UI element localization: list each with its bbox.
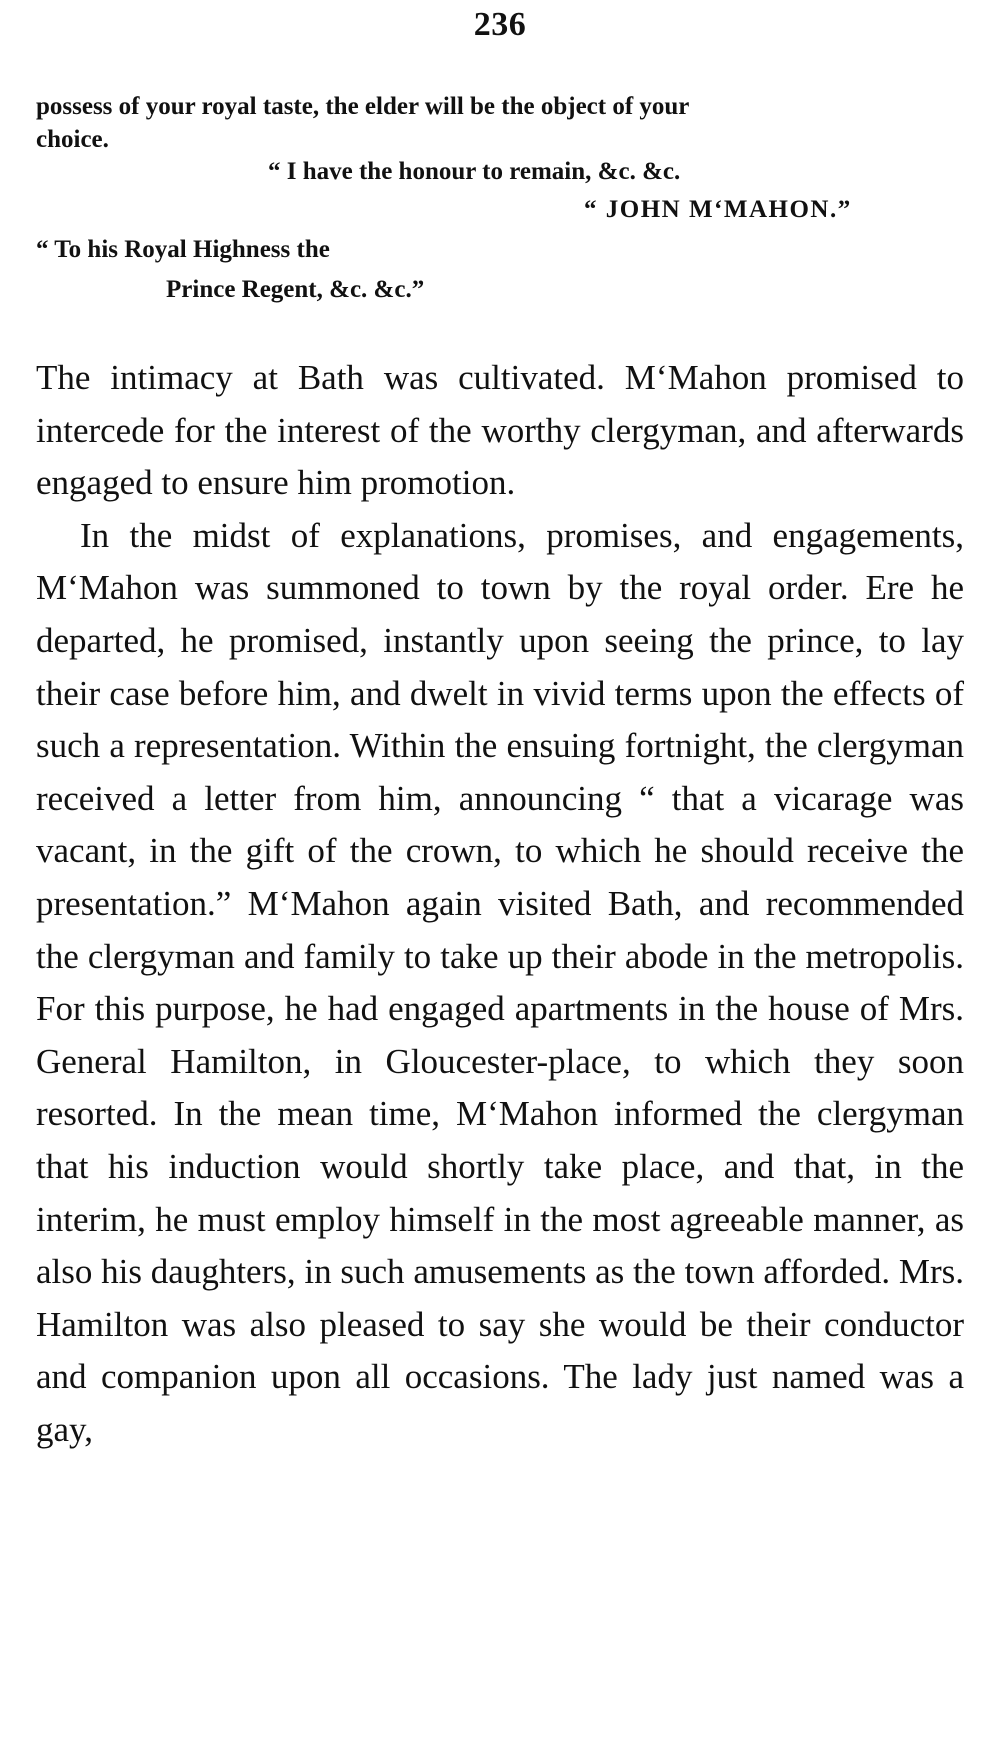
page-number: 236 — [473, 6, 527, 43]
letter-closing: “ I have the honour to remain, &c. &c. — [268, 158, 681, 185]
paragraph: The intimacy at Bath was cultivated. M‘Mahon promised to intercede for the interest of the worthy clergyman, and afterwards engaged to ensure him promotion. — [36, 358, 964, 503]
letter-excerpt — [36, 90, 960, 156]
letter-text-line: possess of your royal taste, the elder will be the object of your — [36, 93, 690, 120]
paragraph: In the midst of explanations, promises, and engagements, M‘Mahon was summoned to town by the royal order. Ere he departed, he promised, instantly upon seeing the prince, to lay their case before him, and dwelt in vivid terms upon the effects of such a representation. Within the ensuing fortnight, the clergyman received a letter from him, announcing “ that a vicarage was vacant, in the gift of the crown, to which he should receive the presentation.” M‘Mahon again visited Bath, and recommended the clergyman and family to take up their abode in the metropolis. For this purpose, he had engaged apartments in the house of Mrs. General Hamilton, in Gloucester-place, to which they soon resorted. In the mean time, M‘Mahon informed the clergyman that his induction would shortly take place, and that, in the interim, he must employ himself in the most agreeable manner, as also his daughters, in such amusements as the town afforded. Mrs. Hamilton was also pleased to say she would be their conductor and companion upon all occasions. The lady just named was a gay, — [36, 515, 964, 1449]
letter-text-line: choice. — [36, 126, 109, 153]
letter-signature: “ JOHN M‘MAHON.” — [584, 196, 852, 223]
letter-address-line: Prince Regent, &c. &c.” — [166, 276, 425, 303]
body-text — [36, 352, 964, 1456]
letter-address-line: “ To his Royal Highness the — [36, 236, 330, 263]
